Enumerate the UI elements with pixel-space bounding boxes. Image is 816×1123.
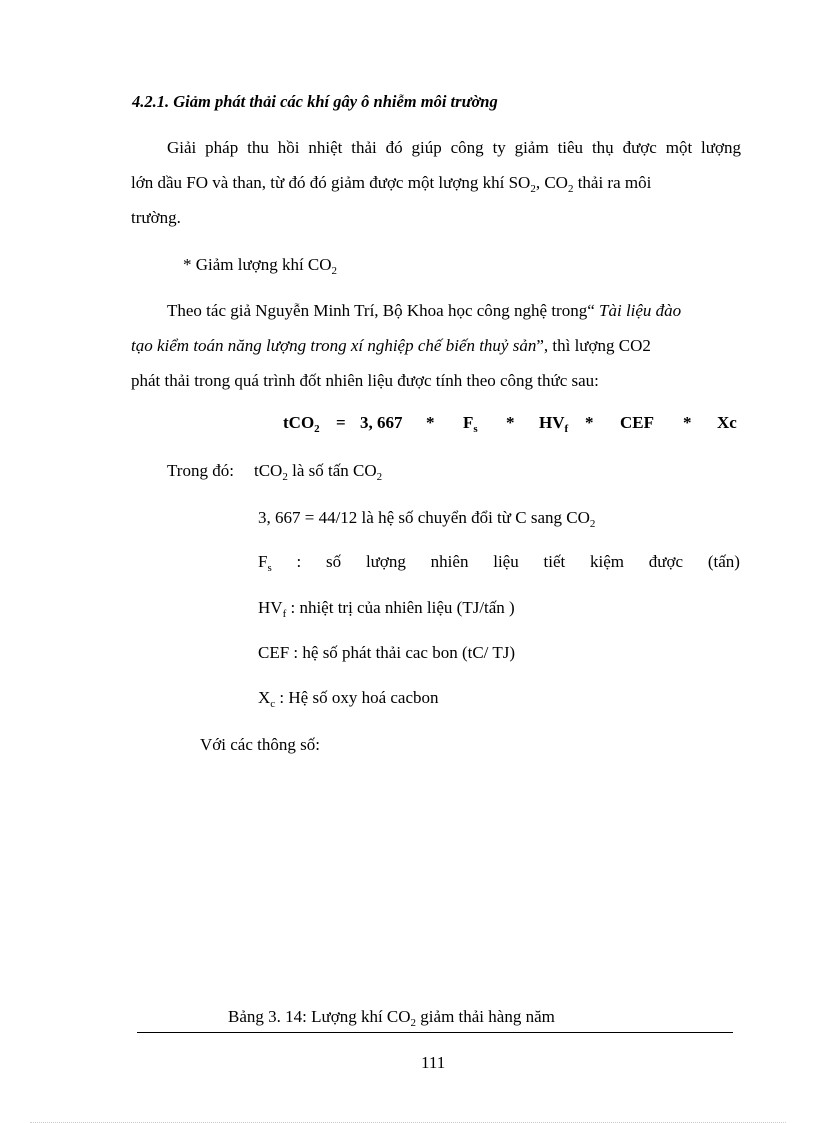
definitions-intro: Trong đó: [167, 461, 234, 480]
definition-hvf: $HV_f$ : nhiệt trị của nhiên liệu (TJ/tấn ) [258, 598, 515, 620]
formula-star: * [426, 413, 435, 432]
formula-cef: CEF [620, 413, 654, 432]
formula-equals: = [336, 413, 346, 432]
formula-xc: Xc [717, 413, 737, 432]
subscript-2: 2 [331, 265, 338, 277]
definition-cef: CEF : hệ số phát thải cac bon (tC/ TJ) [258, 643, 516, 662]
document-title-italic: Tài liệu đào [599, 301, 682, 320]
subscript-s: s [473, 423, 478, 435]
bullet-reduce-co2 [183, 255, 338, 277]
paragraph-1-line-2-co: , CO [535, 173, 568, 192]
paragraph-2-line-1 [167, 302, 681, 319]
paragraph-1-line-2-text: lớn dầu FO và than, từ đó đó giảm được một lượng khí SO [131, 173, 531, 192]
paragraph-2-line-2 [131, 337, 651, 354]
footer-rule [137, 1032, 733, 1033]
definition-xc: $X_c$ : Hệ số oxy hoá cacbon [258, 688, 439, 710]
document-title-italic-cont: tạo kiểm toán năng lượng trong xí nghiệp chế biến thuỷ sản [131, 336, 537, 355]
definition-tco2: tCO$_2$ là số tấn $CO_2$ [254, 461, 383, 483]
formula-fs: $F_s$ [463, 413, 478, 435]
formula-hvf: $HV_f$ [539, 413, 569, 435]
definition-fs: $F_s$ : số lượng nhiên liệu tiết kiệm được (tấn) [258, 552, 740, 574]
subscript-f: f [564, 423, 569, 435]
definition-fs-symbol: $F_s$ [258, 552, 272, 574]
subscript-2: 2 [376, 471, 383, 483]
definition-constant: 3, 667 = 44/12 là hệ số chuyển đổi từ C sang $CO_2$ [258, 508, 596, 530]
paragraph-2-line-2-text: ”, thì lượng CO2 [536, 336, 651, 355]
subscript-2: 2 [567, 183, 574, 195]
paragraph-1-line-1: Giải pháp thu hồi nhiệt thải đó giúp công ty giảm tiêu thụ được một lượng [167, 138, 741, 157]
bullet-text: * Giảm lượng khí CO [183, 255, 332, 274]
subscript-2: 2 [314, 423, 320, 435]
formula-star: * [683, 413, 692, 432]
paragraph-1-line-2-end: thải ra môi [573, 173, 652, 192]
page-number: 111 [421, 1053, 446, 1072]
table-caption: Bảng 3. 14: Lượng khí $CO_2$ giảm thải hàng năm [228, 1007, 555, 1029]
paragraph-1-line-2 [131, 173, 741, 195]
subscript-2: 2 [282, 471, 288, 483]
formula-star: * [585, 413, 594, 432]
subscript-2: 2 [410, 1017, 417, 1029]
parameters-label: Với các thông số: [200, 735, 320, 754]
paragraph-1-line-3: trường. [131, 208, 181, 227]
section-heading: 4.2.1. Giảm phát thải các khí gây ô nhiễm môi trường [132, 92, 498, 111]
subscript-2: 2 [589, 518, 596, 530]
formula-lhs: tCO$_2$ [283, 413, 320, 435]
formula-star: * [506, 413, 515, 432]
subscript-2: 2 [530, 183, 536, 195]
paragraph-2-line-1-text: Theo tác giả Nguyễn Minh Trí, Bộ Khoa học công nghệ trong“ [167, 301, 600, 320]
formula-constant: 3, 667 [360, 413, 403, 432]
paragraph-2-line-3: phát thải trong quá trình đốt nhiên liệu được tính theo công thức sau: [131, 371, 599, 390]
